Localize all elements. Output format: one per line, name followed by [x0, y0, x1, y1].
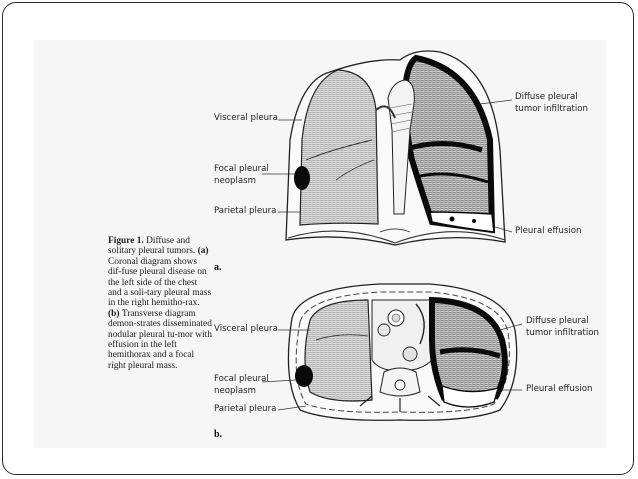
label-visceral-pleura-a: Visceral pleura — [214, 113, 278, 123]
caption-part-a-tag: (a) — [197, 246, 209, 257]
label-diffuse-pleural-a-line2: tumor infiltration — [515, 104, 588, 114]
caption-title: Diffuse and solitary pleural tumors. — [108, 236, 198, 257]
label-parietal-pleura-a: Parietal pleura — [214, 206, 277, 216]
right-lung-b — [305, 300, 372, 401]
label-focal-pleural-b-line1: Focal pleural — [214, 374, 269, 384]
label-pleural-effusion-b: Pleural effusion — [526, 384, 593, 394]
label-focal-pleural-a-line1: Focal pleural — [214, 164, 269, 174]
caption-part-a-text: Coronal diagram shows dif-fuse pleural disease on the left side of the chest and a soli-tary pleural mass in the right hemitho-rax. — [108, 256, 212, 309]
focal-pleural-neoplasm-a — [294, 166, 310, 190]
label-visceral-pleura-b: Visceral pleura — [214, 324, 278, 334]
label-diffuse-pleural-b-line2: tumor infiltration — [526, 328, 599, 338]
label-focal-pleural-a-line2: neoplasm — [214, 176, 256, 186]
label-diffuse-pleural-b-line1: Diffuse pleural — [526, 316, 589, 326]
coronal-diagram — [286, 51, 505, 245]
caption-figure-label: Figure 1. — [108, 236, 147, 246]
sublabel-a: a. — [214, 262, 222, 273]
transverse-diagram — [288, 284, 516, 420]
label-focal-pleural-b-line2: neoplasm — [214, 386, 256, 396]
caption-part-b-text: Transverse diagram demon-strates disseminated nodular pleural tu-mor with effusion in the left hemithorax and a focal right pleural mass. — [108, 308, 212, 371]
label-parietal-pleura-b: Parietal pleura — [214, 404, 277, 414]
figure-caption — [108, 236, 212, 371]
sublabel-b: b. — [214, 429, 223, 440]
focal-pleural-neoplasm-b — [295, 365, 313, 387]
label-diffuse-pleural-a-line1: Diffuse pleural — [515, 92, 578, 102]
caption-part-b-tag: (b) — [108, 308, 122, 319]
label-pleural-effusion-a: Pleural effusion — [515, 226, 582, 236]
